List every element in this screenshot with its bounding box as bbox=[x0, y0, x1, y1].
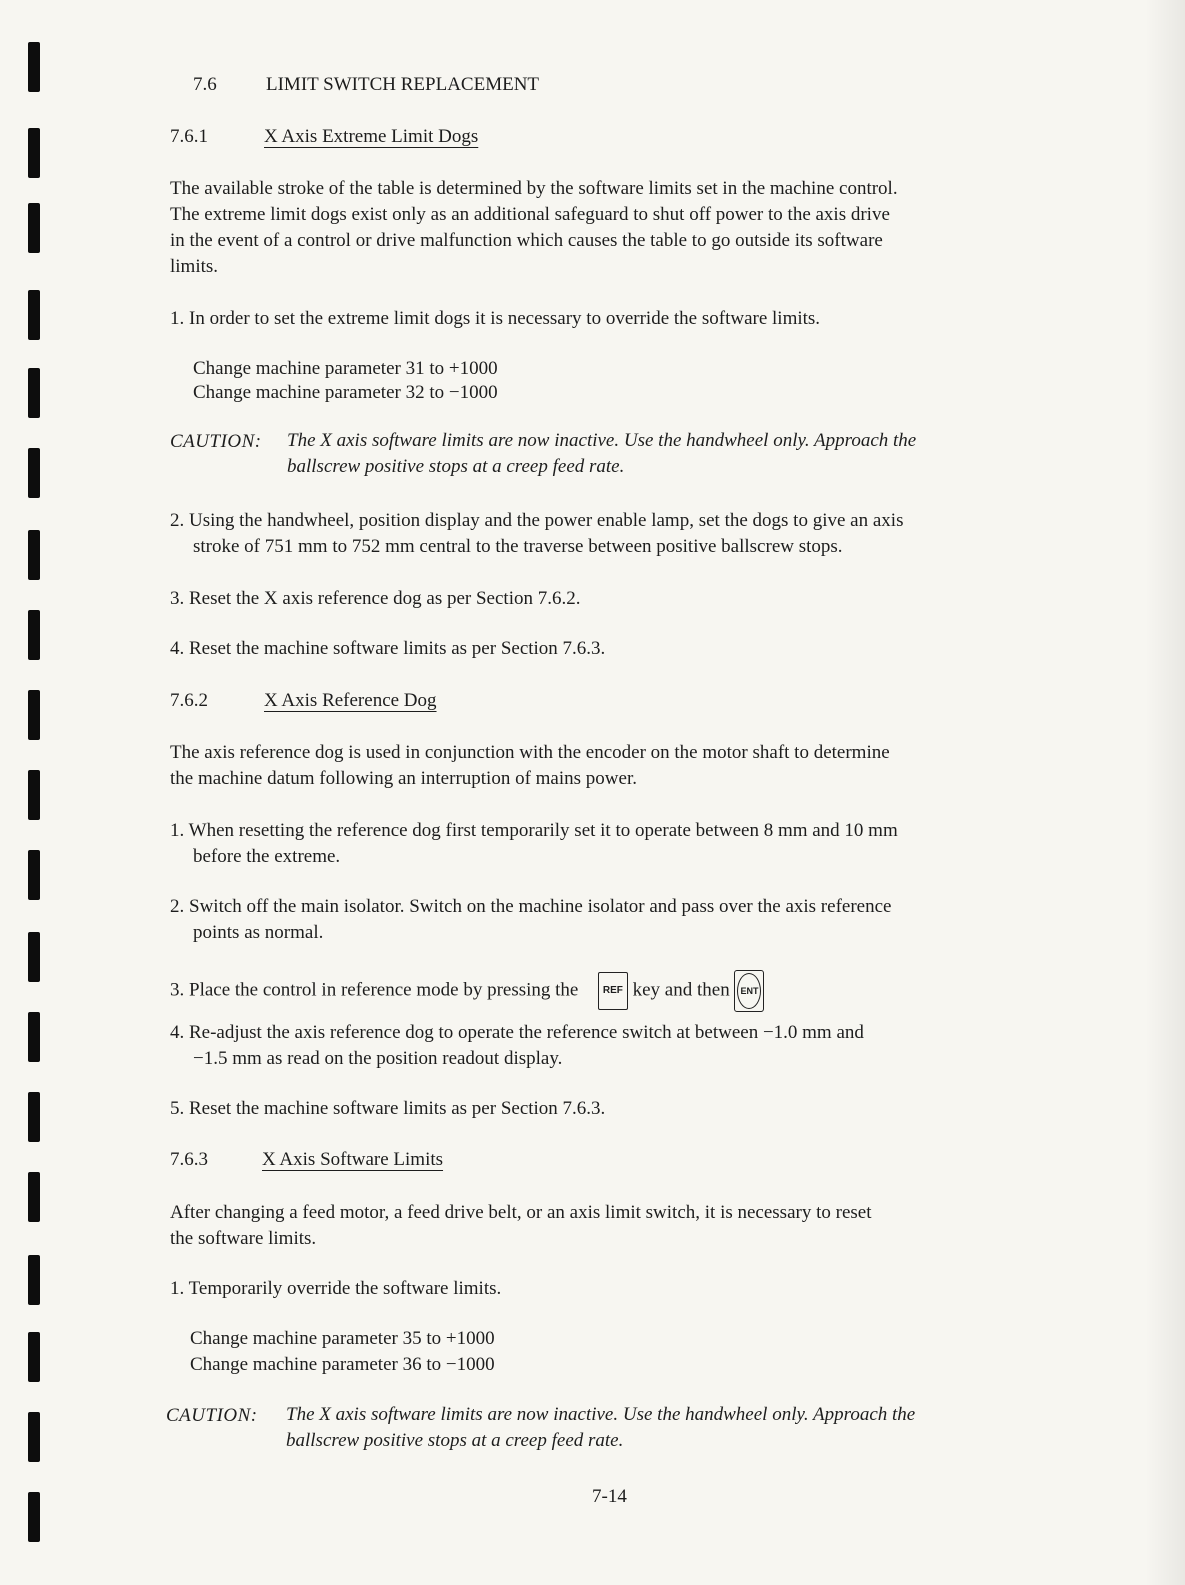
paragraph-line: The axis reference dog is used in conjunction with the encoder on the motor shaft to determine bbox=[170, 742, 890, 763]
paragraph-line: The extreme limit dogs exist only as an additional safeguard to shut off power to the axis drive bbox=[170, 204, 890, 225]
caution-label: CAUTION: bbox=[166, 1405, 258, 1426]
section-title: LIMIT SWITCH REPLACEMENT bbox=[266, 74, 540, 95]
subsection-number-761: 7.6.1 bbox=[170, 126, 208, 147]
list-item-step3: 3. Reset the X axis reference dog as per Section 7.6.2. bbox=[170, 588, 581, 609]
list-item-step5: 5. Reset the machine software limits as per Section 7.6.3. bbox=[170, 1098, 606, 1119]
subsection-title-762: X Axis Reference Dog bbox=[264, 690, 437, 711]
page-edge-shadow bbox=[1145, 0, 1185, 1585]
caution-text: The X axis software limits are now inactive. Use the handwheel only. Approach the bbox=[287, 430, 917, 451]
binding-holes bbox=[28, 0, 44, 1585]
list-item-step2-cont: points as normal. bbox=[193, 922, 324, 943]
caution-text: The X axis software limits are now inactive. Use the handwheel only. Approach the bbox=[286, 1404, 916, 1425]
ref-key-icon: REF bbox=[598, 972, 628, 1010]
caution-text: ballscrew positive stops at a creep feed rate. bbox=[287, 456, 625, 477]
subsection-title-763: X Axis Software Limits bbox=[262, 1149, 444, 1170]
paragraph-line: the software limits. bbox=[170, 1228, 317, 1249]
parameter-line: Change machine parameter 36 to −1000 bbox=[190, 1354, 495, 1375]
parameter-line: Change machine parameter 35 to +1000 bbox=[190, 1328, 495, 1349]
subsection-number-762: 7.6.2 bbox=[170, 690, 208, 711]
paragraph-line: in the event of a control or drive malfunction which causes the table to go outside its software bbox=[170, 230, 883, 251]
list-item-step2-cont: stroke of 751 mm to 752 mm central to the traverse between positive ballscrew stops. bbox=[193, 536, 843, 557]
paragraph-line: After changing a feed motor, a feed drive belt, or an axis limit switch, it is necessary to reset bbox=[170, 1202, 872, 1223]
list-item-step4: 4. Re-adjust the axis reference dog to operate the reference switch at between −1.0 mm and bbox=[170, 1022, 864, 1043]
step3-text-mid: key and then bbox=[632, 979, 730, 1001]
paragraph-line: the machine datum following an interruption of mains power. bbox=[170, 768, 637, 789]
list-item-step1: 1. When resetting the reference dog first temporarily set it to operate between 8 mm and 10 mm bbox=[170, 820, 898, 841]
list-item-step4: 4. Reset the machine software limits as per Section 7.6.3. bbox=[170, 638, 606, 659]
section-number: 7.6 bbox=[193, 74, 217, 95]
list-item-step3 bbox=[170, 970, 764, 1012]
step3-text-start: 3. Place the control in reference mode by pressing the bbox=[170, 979, 579, 1001]
parameter-line: Change machine parameter 31 to +1000 bbox=[193, 358, 498, 379]
list-item-step4-cont: −1.5 mm as read on the position readout display. bbox=[193, 1048, 563, 1069]
subsection-number-763: 7.6.3 bbox=[170, 1149, 208, 1170]
list-item-step1: 1. In order to set the extreme limit dogs it is necessary to override the software limits. bbox=[170, 308, 821, 329]
list-item-step1-cont: before the extreme. bbox=[193, 846, 341, 867]
page-number: 7-14 bbox=[592, 1486, 627, 1507]
paragraph-line: The available stroke of the table is determined by the software limits set in the machine control. bbox=[170, 178, 898, 199]
list-item-step1: 1. Temporarily override the software limits. bbox=[170, 1278, 502, 1299]
list-item-step2: 2. Using the handwheel, position display and the power enable lamp, set the dogs to give an axis bbox=[170, 510, 904, 531]
list-item-step2: 2. Switch off the main isolator. Switch on the machine isolator and pass over the axis reference bbox=[170, 896, 892, 917]
ent-key-icon: ENT bbox=[734, 970, 764, 1012]
caution-label: CAUTION: bbox=[170, 431, 262, 452]
subsection-title-761: X Axis Extreme Limit Dogs bbox=[264, 126, 479, 147]
caution-text: ballscrew positive stops at a creep feed rate. bbox=[286, 1430, 624, 1451]
paragraph-line: limits. bbox=[170, 256, 219, 277]
parameter-line: Change machine parameter 32 to −1000 bbox=[193, 382, 498, 403]
